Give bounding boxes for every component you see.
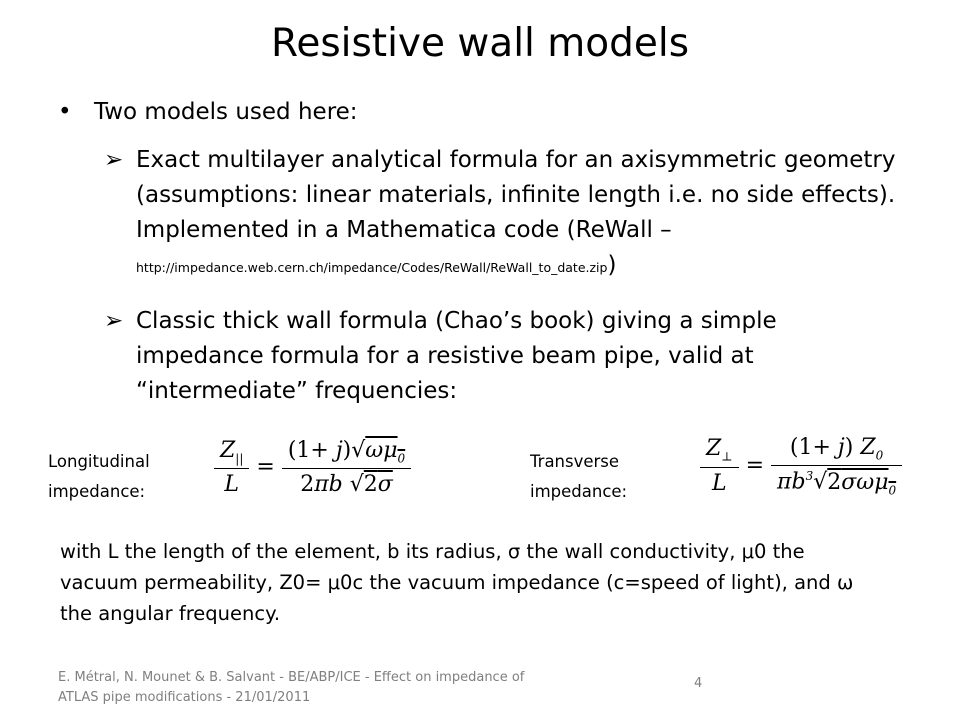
- sub-item-thick-wall-text: Classic thick wall formula (Chao’s book) giving a simple impedance formula for a resistive beam pipe, valid at “intermediate” frequencies:: [136, 308, 777, 404]
- page-number: 4: [694, 676, 703, 691]
- bullet-text: Two models used here:: [94, 99, 358, 125]
- sub-item-rewall: [104, 143, 904, 285]
- sub-item-thick-wall: [104, 304, 904, 409]
- longitudinal-formula: $\frac{Z_{||}}{L}$ = $\frac{(1+ j)√\omega\mu_0}{2\pi b √2\sigma}$: [214, 438, 411, 497]
- bullet-item: [58, 96, 358, 128]
- arrow-bullet-icon: ➢: [104, 308, 124, 334]
- arrow-bullet-icon: ➢: [104, 147, 124, 173]
- rewall-url: http://impedance.web.cern.ch/impedance/Codes/ReWall/ReWall_to_date.zip: [136, 260, 608, 275]
- slide-title: Resistive wall models: [270, 21, 690, 66]
- transverse-label: Transverse impedance:: [530, 452, 628, 501]
- longitudinal-label: Longitudinal impedance:: [48, 452, 150, 501]
- sub-item-rewall-text: Exact multilayer analytical formula for an axisymmetric geometry (assumptions: linear materials, infinite length i.e. no side effects). Implemented in a Mathematica code (ReWall –: [136, 147, 896, 243]
- footer-credits: E. Métral, N. Mounet & B. Salvant - BE/ABP/ICE - Effect on impedance of ATLAS pipe modifications - 21/01/2011: [58, 670, 525, 705]
- bullet-dot-icon: •: [58, 99, 72, 125]
- definitions-note: with L the length of the element, b its radius, σ the wall conductivity, μ0 the vacuum permeability, Z0= μ0c the vacuum impedance (c=speed of light), and ω the angular frequency.: [60, 540, 854, 625]
- transverse-formula: $\frac{Z_\perp}{L}$ = $\frac{(1+ j) Z_0}{\pi b^3√2\sigma\omega\mu_0}$: [700, 435, 902, 497]
- rewall-close-paren: ): [607, 252, 617, 278]
